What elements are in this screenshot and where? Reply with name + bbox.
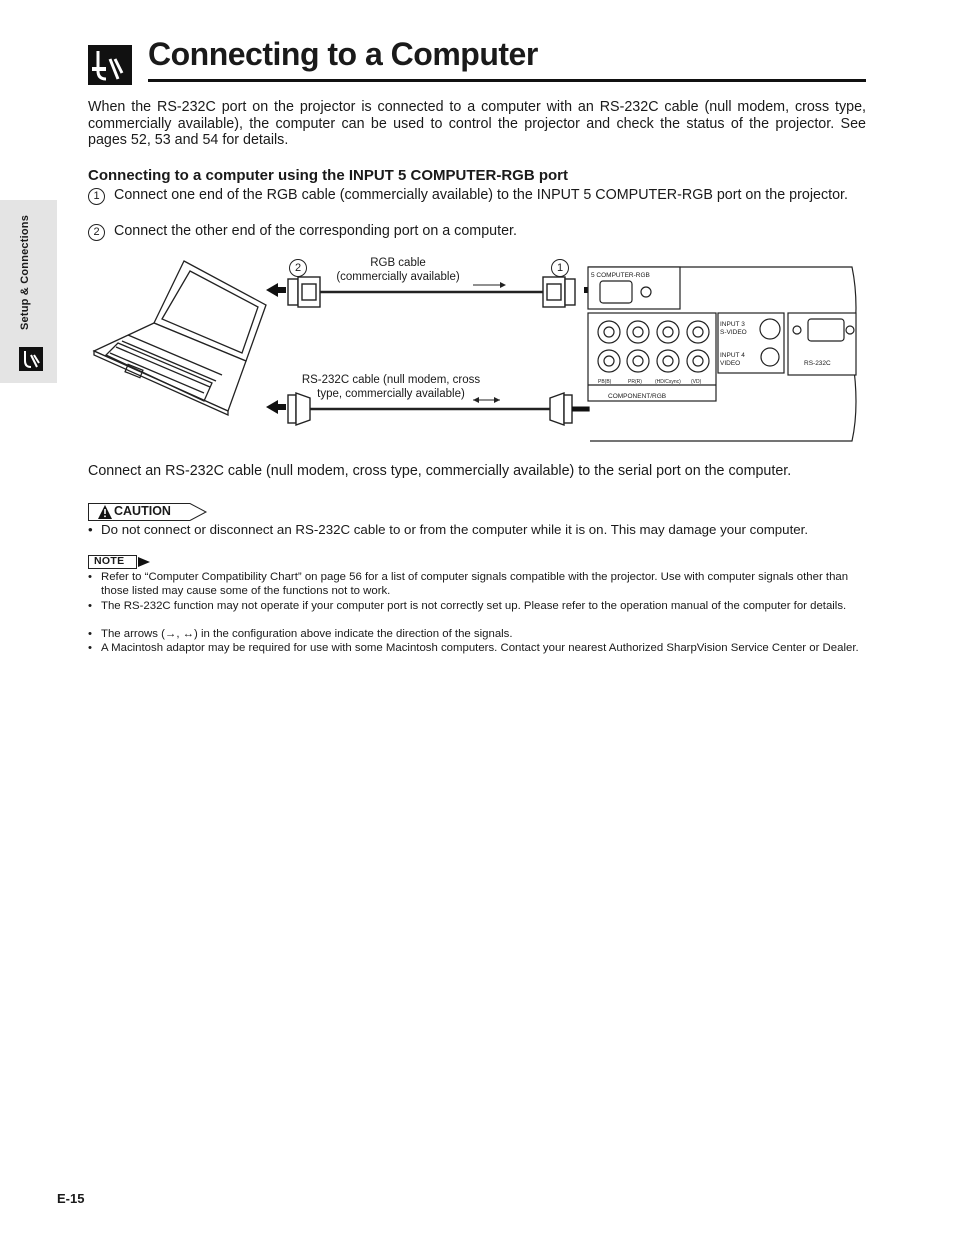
rs232c-cable-label-line: type, commercially available) bbox=[317, 388, 465, 400]
port-label-line: S-VIDEO bbox=[720, 329, 747, 336]
port-label-line: INPUT 4 bbox=[720, 352, 745, 359]
note-item bbox=[88, 641, 866, 655]
jack-label: (VD) bbox=[691, 379, 702, 385]
port-label: 5 COMPUTER-RGB bbox=[591, 272, 650, 279]
sidebar-section-label: Setup & Connections bbox=[19, 214, 31, 330]
jack-label: PB(B) bbox=[598, 379, 612, 385]
port-label-line: VIDEO bbox=[720, 360, 741, 367]
note-item-text: The RS-232C function may not operate if your computer port is not correctly set up. Please refer to the operation manual of the computer for details. bbox=[101, 600, 847, 612]
jack-label: (HD/Csync) bbox=[655, 379, 681, 385]
connection-icon bbox=[19, 347, 43, 371]
page-number: E-15 bbox=[57, 1191, 85, 1206]
title-underline bbox=[148, 79, 866, 82]
caution-item-text: Do not connect or disconnect an RS-232C cable to or from the computer while it is on. This may damage your computer. bbox=[101, 522, 809, 537]
step-text: Connect the other end of the corresponding port on a computer. bbox=[114, 223, 517, 239]
port-label: RS-232C bbox=[804, 360, 831, 367]
bullet-mark: • bbox=[88, 600, 92, 612]
bullet-mark: • bbox=[88, 571, 92, 583]
rgb-cable-label bbox=[328, 256, 468, 284]
page-title: Connecting to a Computer bbox=[148, 36, 538, 72]
rgb-cable-label-line: RGB cable bbox=[370, 257, 426, 269]
diagram-marker: 2 bbox=[289, 259, 307, 277]
note-item bbox=[88, 599, 866, 613]
port-label-line: INPUT 3 bbox=[720, 321, 745, 328]
port-label bbox=[720, 321, 747, 337]
note-item-text: Refer to “Computer Compatibility Chart” on page 56 for a list of computer signals compatible with the projector. Use with computer signals other than those listed may cause some of the functions not to work. bbox=[101, 571, 849, 598]
note-item bbox=[88, 570, 866, 599]
port-label bbox=[720, 352, 745, 368]
note-label: NOTE bbox=[94, 555, 125, 567]
step-item bbox=[88, 223, 866, 241]
step-marker: 1 bbox=[88, 188, 105, 205]
serial-port-instruction: Connect an RS-232C cable (null modem, cross type, commercially available) to the serial port on the computer. bbox=[88, 463, 792, 479]
caution-label: CAUTION bbox=[114, 504, 171, 518]
connection-diagram bbox=[88, 255, 862, 447]
caution-item bbox=[88, 522, 866, 538]
bullet-mark: • bbox=[88, 628, 92, 640]
rs232c-cable-label bbox=[286, 373, 496, 401]
note-item-text: A Macintosh adaptor may be required for use with some Macintosh computers. Contact your nearest Authorized SharpVision Service Center or Dealer. bbox=[101, 642, 859, 654]
step-text: Connect one end of the RGB cable (commercially available) to the INPUT 5 COMPUTER-RGB port on the projector. bbox=[114, 187, 848, 203]
bullet-mark: • bbox=[88, 642, 92, 654]
rs232c-cable-label-line: RS-232C cable (null modem, cross bbox=[301, 374, 481, 386]
note-item-text: The arrows (→, ↔) in the configuration above indicate the direction of the signals. bbox=[101, 628, 513, 640]
step-marker: 2 bbox=[88, 224, 105, 241]
jack-label: PR(R) bbox=[628, 379, 642, 385]
section-heading: Connecting to a computer using the INPUT 5 COMPUTER-RGB port bbox=[88, 167, 568, 184]
rgb-cable-label-line: (commercially available) bbox=[336, 271, 460, 283]
connection-icon bbox=[88, 45, 132, 85]
intro-paragraph: When the RS-232C port on the projector is connected to a computer with an RS-232C cable (null modem, cross type, commercially available), the computer can be used to control the projector and check the status of the projector. See pages 52, 53 and 54 for details. bbox=[88, 99, 866, 149]
note-item bbox=[88, 627, 866, 641]
laptop-illustration bbox=[94, 261, 266, 415]
bullet-mark: • bbox=[88, 522, 93, 537]
diagram-marker: 1 bbox=[551, 259, 569, 277]
port-label: COMPONENT/RGB bbox=[608, 393, 667, 400]
step-item bbox=[88, 187, 866, 205]
